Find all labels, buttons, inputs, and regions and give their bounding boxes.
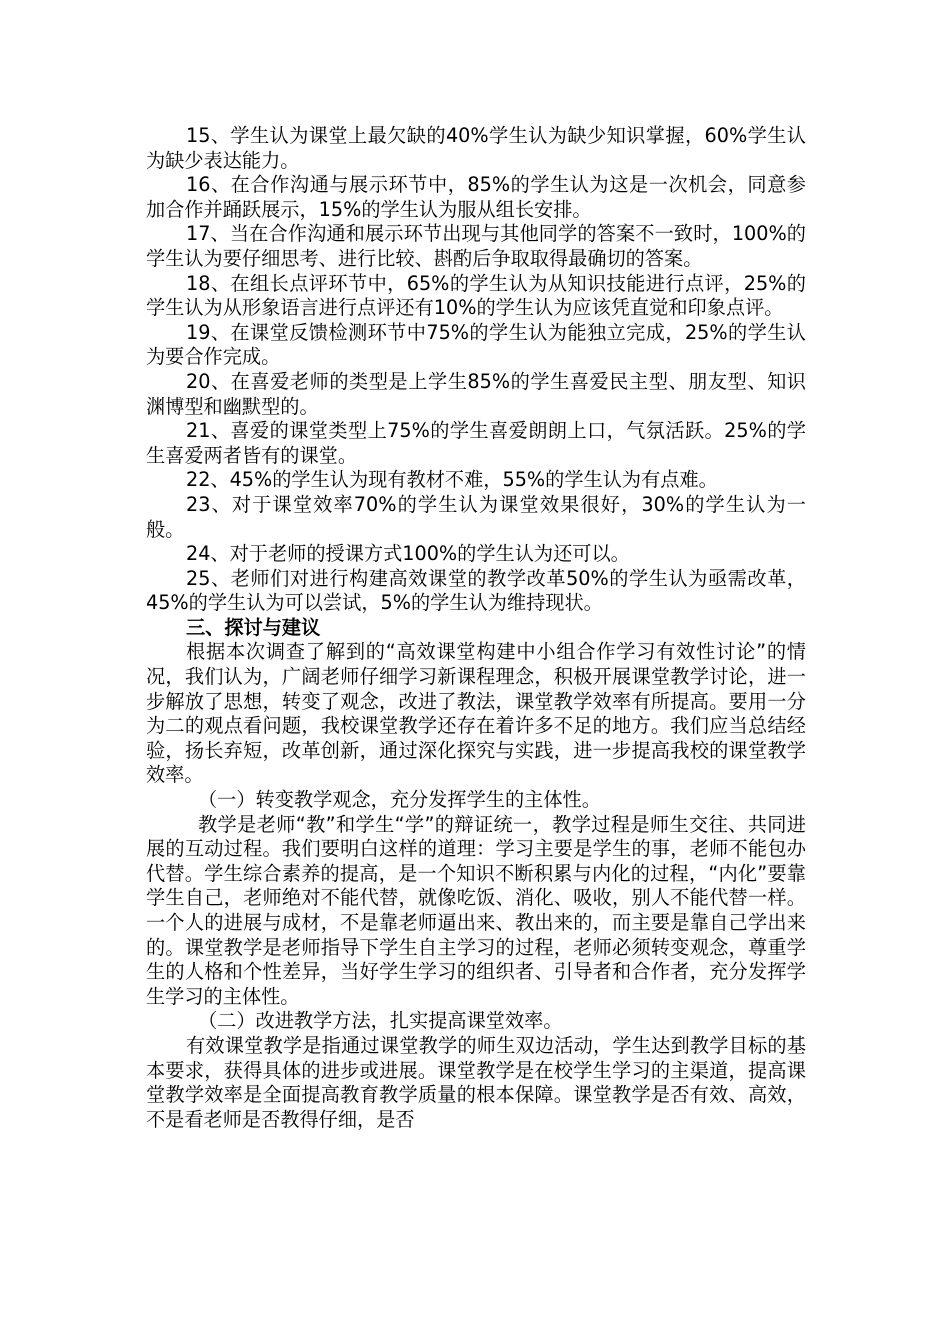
survey-item-16: 16、在合作沟通与展示环节中，85%的学生认为这是一次机会，同意参加合作并踊跃展示，15%的学生认为服从组长安排。 (146, 173, 806, 221)
survey-item-25: 25、老师们对进行构建高效课堂的教学改革50%的学生认为亟需改革，45%的学生认为可以尝试，5%的学生认为维持现状。 (146, 566, 806, 615)
survey-item-22: 22、45%的学生认为现有教材不难，55%的学生认为有点难。 (186, 468, 718, 492)
survey-item-18: 18、在组长点评环节中，65%的学生认为从知识技能进行点评，25%的学生认为从形象语言进行点评还有10%的学生认为应该凭直觉和印象点评。 (146, 271, 806, 320)
survey-item-21: 21、喜爱的课堂类型上75%的学生喜爱朗朗上口，气氛活跃。25%的学生喜爱两者皆有的课堂。 (146, 419, 806, 467)
subsection-1-title: （一）转变教学观念，充分发挥学生的主体性。 (198, 788, 601, 812)
survey-item-17: 17、当在合作沟通和展示环节出现与其他同学的答案不一致时，100%的学生认为要仔细思考、进行比较、斟酌后争取取得最确切的答案。 (146, 222, 806, 270)
section-heading: 三、探讨与建议 (186, 615, 321, 639)
survey-item-23: 23、对于课堂效率70%的学生认为课堂效果很好，30%的学生认为一般。 (146, 492, 806, 541)
survey-item-20: 20、在喜爱老师的类型是上学生85%的学生喜爱民主型、朋友型、知识渊博型和幽默型的。 (146, 369, 806, 418)
survey-item-24: 24、对于老师的授课方式100%的学生认为还可以。 (186, 542, 630, 566)
survey-item-15: 15、学生认为课堂上最欠缺的40%学生认为缺少知识掌握，60%学生认为缺少表达能力。 (146, 124, 806, 172)
subsection-2-body: 有效课堂教学是指通过课堂教学的师生双边活动，学生达到教学目标的基本要求，获得具体的进步或进展。课堂教学是在校学生学习的主渠道，提高课堂教学效率是全面提高教育教学质量的根本保障。课堂教学是否有效、高效，不是看老师是否教得仔细，是否 (146, 1033, 806, 1131)
subsection-2-title: （二）改进教学方法，扎实提高课堂效率。 (198, 1009, 563, 1033)
subsection-1-body: 教学是老师“教”和学生“学”的辩证统一，教学过程是师生交往、共同进展的互动过程。我们要明白这样的道理：学习主要是学生的事，老师不能包办代替。学生综合素养的提高，是一个知识不断积累与内化的过程，“内化”要靠学生自己，老师绝对不能代替，就像吃饭、消化、吸收，别人不能代替一样。一个人的进展与成材，不是靠老师逼出来、教出来的，而主要是靠自己学出来的。课堂教学是老师指导下学生自主学习的过程，老师必须转变观念，尊重学生的人格和个性差异，当好学生学习的组织者、引导者和合作者，充分发挥学生学习的主体性。 (146, 812, 806, 1008)
section-intro: 根据本次调查了解到的“高效课堂构建中小组合作学习有效性讨论”的情况，我们认为，广阔老师仔细学习新课程理念，积极开展课堂教学讨论，进一步解放了思想，转变了观念，改进了教法，课堂教学效率有所提高。要用一分为二的观点看问题，我校课堂教学还存在着许多不足的地方。我们应当总结经验，扬长弃短，改革创新，通过深化探究与实践，进一步提高我校的课堂教学效率。 (146, 640, 806, 787)
document-body (146, 124, 806, 1132)
survey-item-19: 19、在课堂反馈检测环节中75%的学生认为能独立完成，25%的学生认为要合作完成。 (146, 320, 806, 369)
